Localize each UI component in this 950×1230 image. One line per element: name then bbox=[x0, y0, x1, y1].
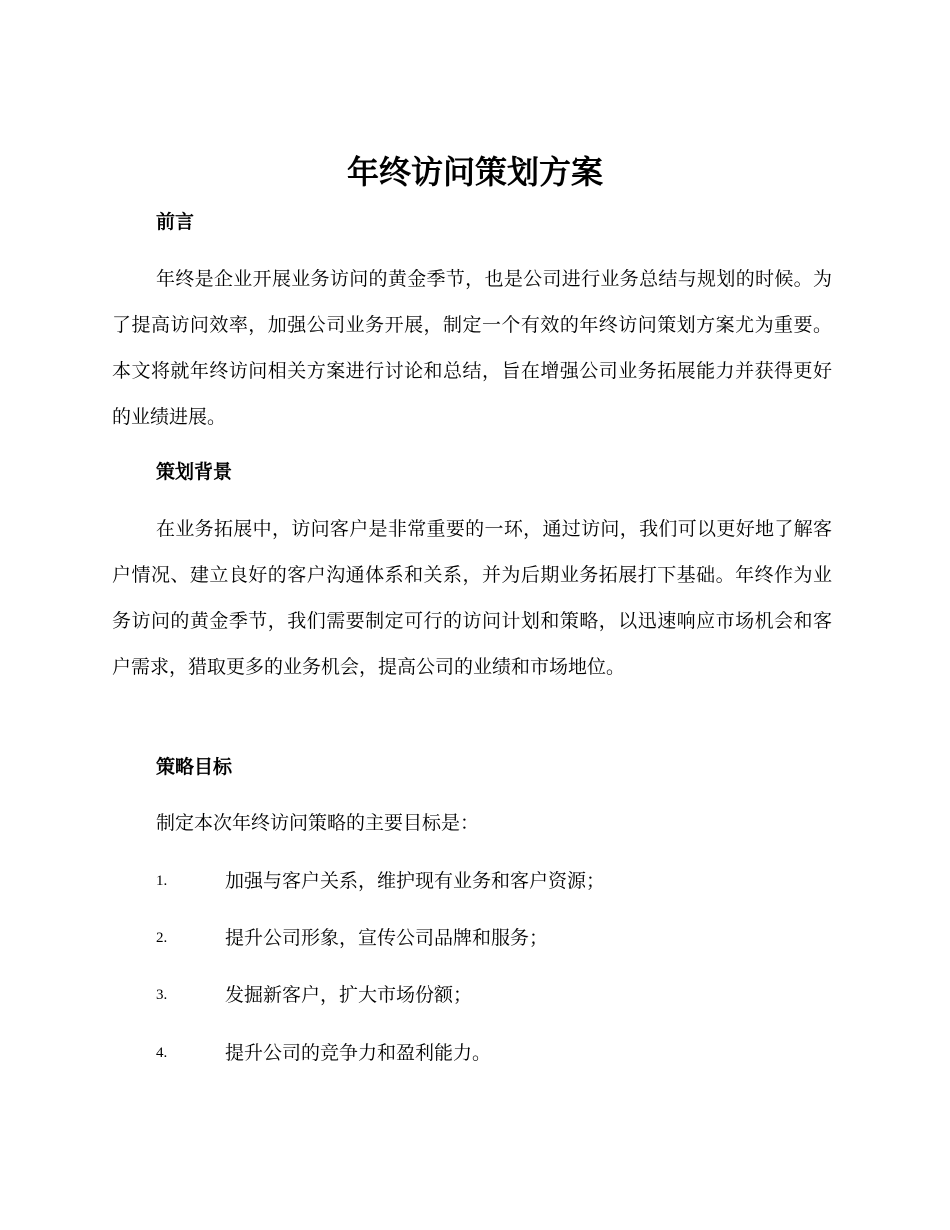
list-item-text: 提升公司的竞争力和盈利能力。 bbox=[225, 1042, 492, 1064]
list-item-number: 1. bbox=[156, 873, 168, 889]
list-item-number: 2. bbox=[156, 930, 168, 946]
section-heading-preface: 前言 bbox=[156, 211, 195, 233]
section-heading-background: 策划背景 bbox=[156, 461, 233, 483]
list-item-text: 加强与客户关系，维护现有业务和客户资源； bbox=[225, 870, 606, 892]
section-heading-goals: 策略目标 bbox=[156, 756, 233, 778]
list-item-number: 3. bbox=[156, 987, 168, 1003]
list-item-number: 4. bbox=[156, 1045, 168, 1061]
goals-intro: 制定本次年终访问策略的主要目标是： bbox=[156, 812, 480, 834]
section-paragraph-preface: 年终是企业开展业务访问的黄金季节，也是公司进行业务总结与规划的时候。为了提高访问效率，加强公司业务开展，制定一个有效的年终访问策划方案尤为重要。本文将就年终访问相关方案进行讨论和总结，旨在增强公司业务拓展能力并获得更好的业绩进展。 bbox=[112, 268, 832, 428]
list-item-text: 提升公司形象，宣传公司品牌和服务； bbox=[225, 927, 549, 949]
section-paragraph-background: 在业务拓展中，访问客户是非常重要的一环，通过访问，我们可以更好地了解客户情况、建立良好的客户沟通体系和关系，并为后期业务拓展打下基础。年终作为业务访问的黄金季节，我们需要制定可行的访问计划和策略，以迅速响应市场机会和客户需求，猎取更多的业务机会，提高公司的业绩和市场地位。 bbox=[112, 518, 832, 678]
document-title: 年终访问策划方案 bbox=[346, 153, 603, 191]
list-item-text: 发掘新客户，扩大市场份额； bbox=[225, 984, 473, 1006]
